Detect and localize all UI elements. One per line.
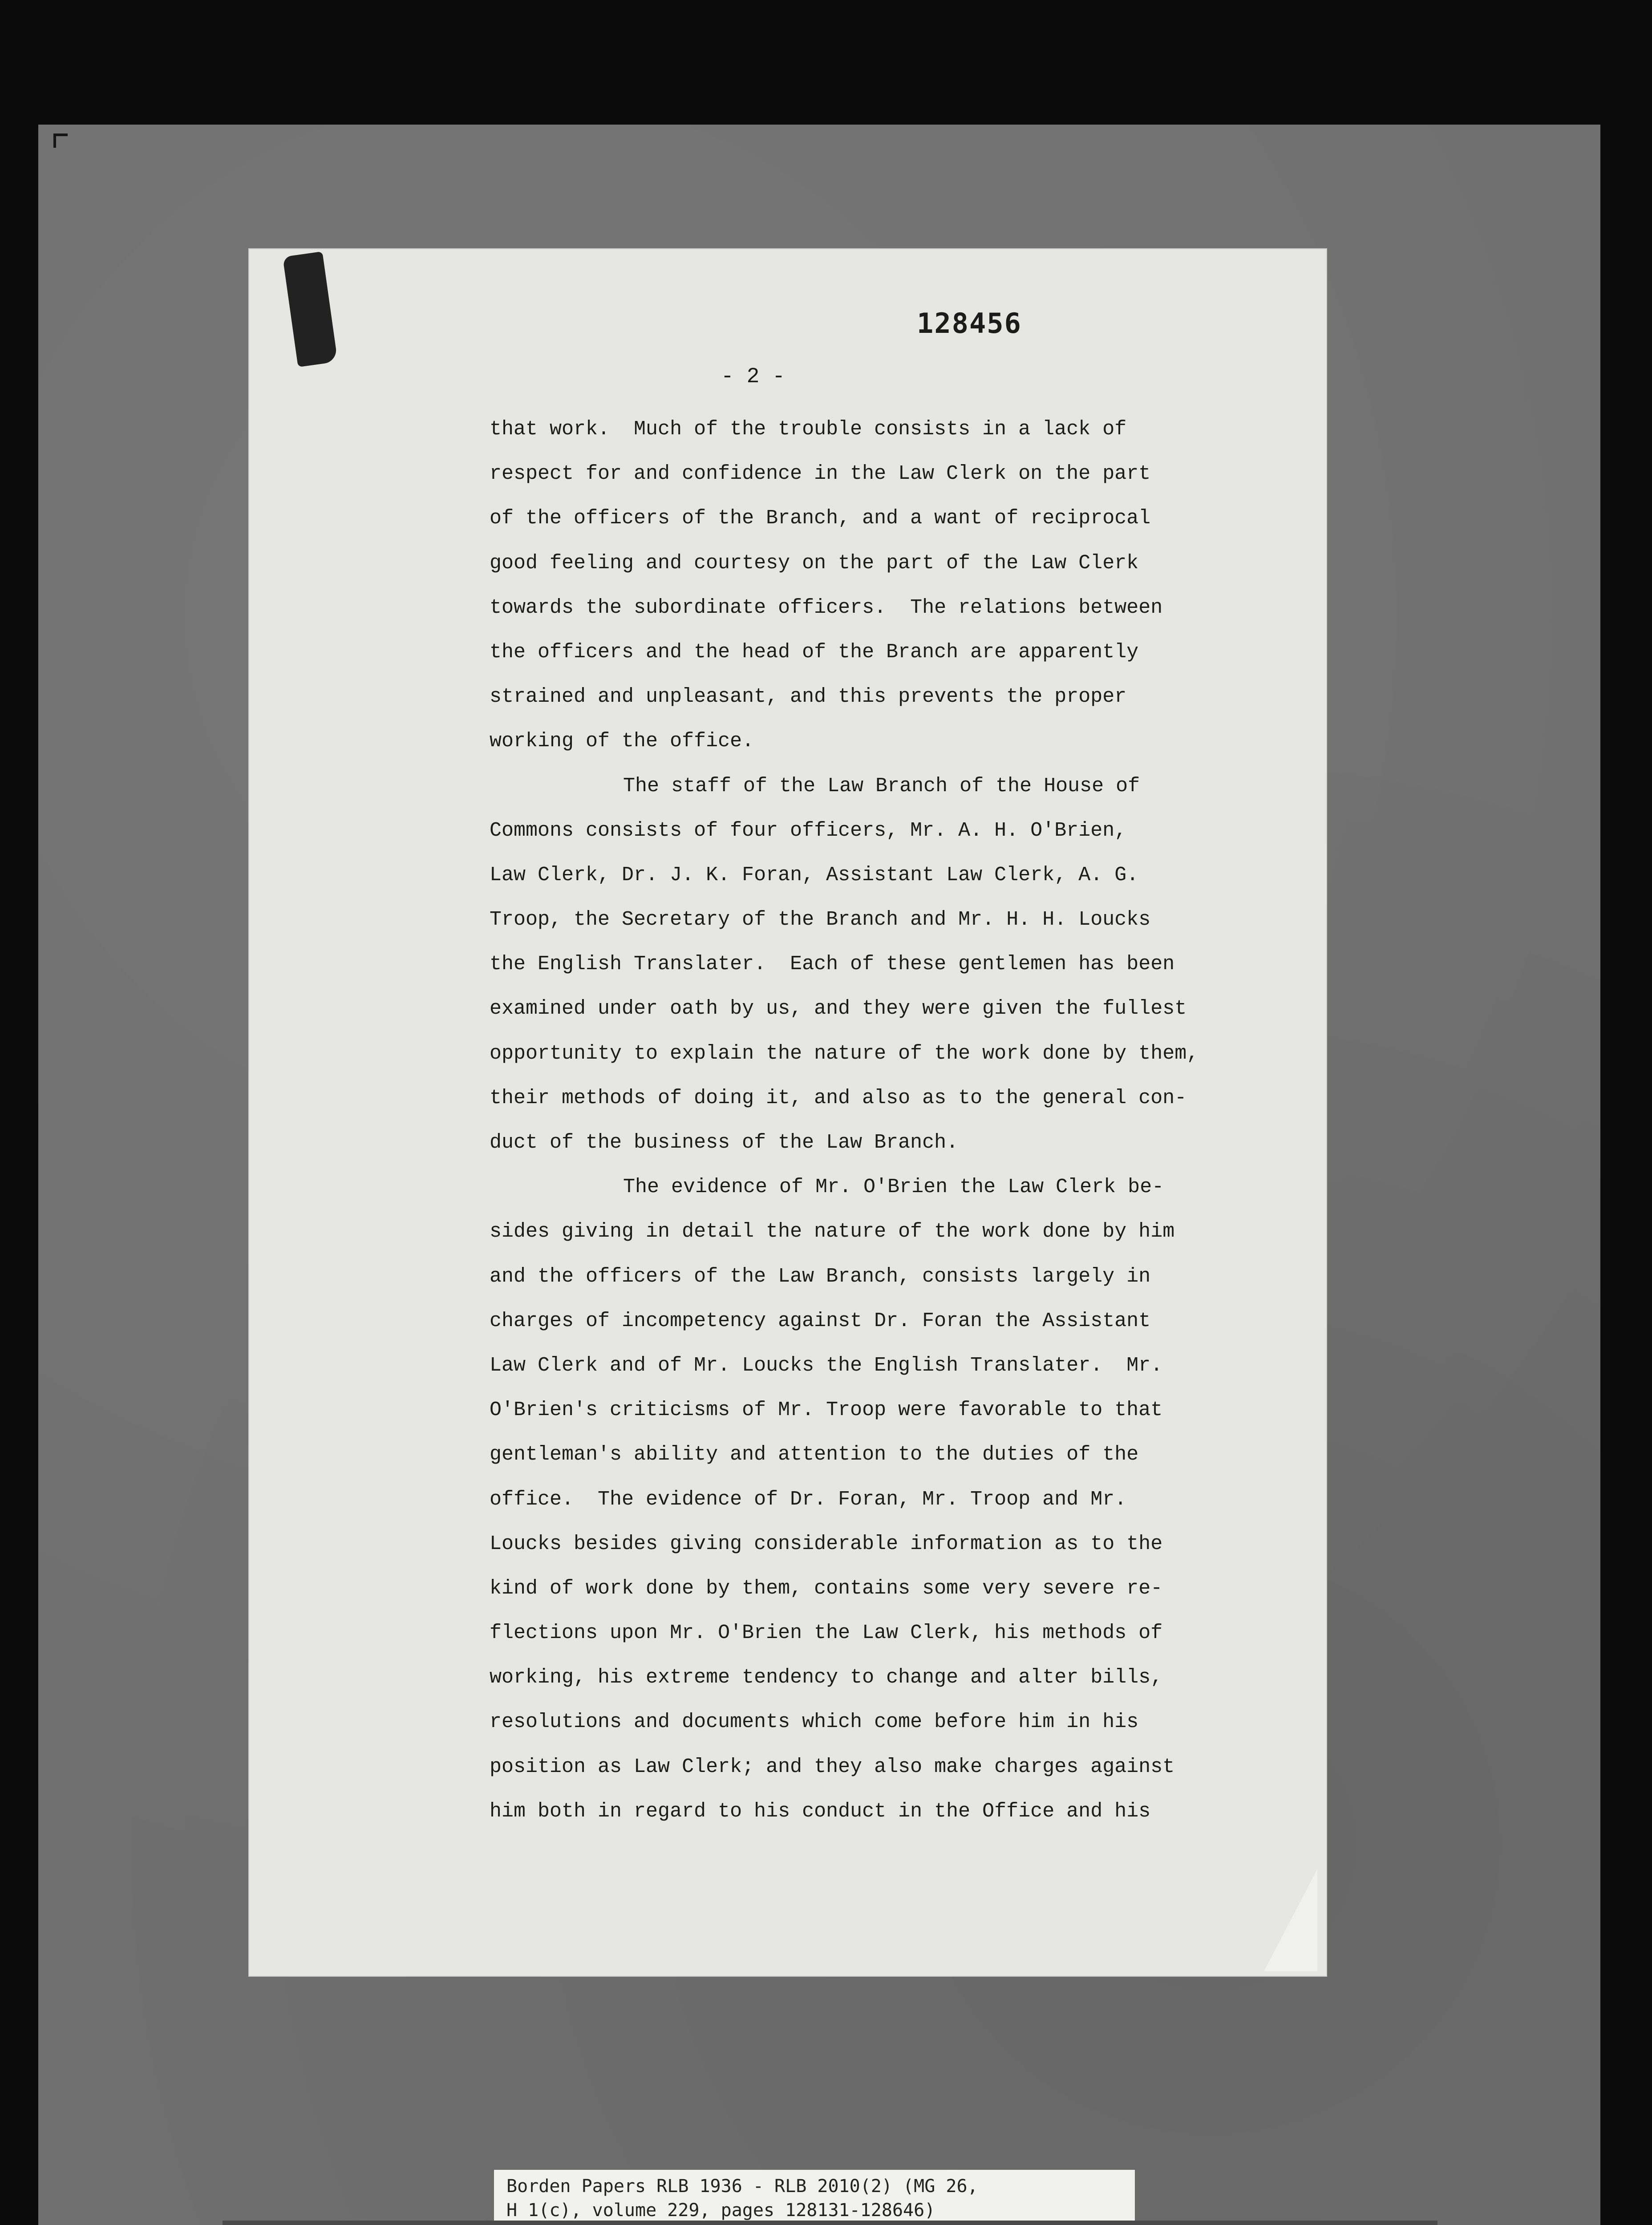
corner-crop-mark (53, 134, 68, 148)
text-line: Loucks besides giving considerable information as to the (490, 1532, 1163, 1555)
paragraph-start-line: The evidence of Mr. O'Brien the Law Clerk be- (623, 1176, 1164, 1199)
text-line: O'Brien's criticisms of Mr. Troop were favorable to that (490, 1399, 1163, 1422)
text-line: charges of incompetency against Dr. Foran the Assistant (490, 1309, 1151, 1332)
text-line: Commons consists of four officers, Mr. A. H. O'Brien, (490, 819, 1127, 842)
text-line: gentleman's ability and attention to the duties of the (490, 1443, 1139, 1466)
text-line: and the officers of the Law Branch, consists largely in (490, 1265, 1151, 1288)
text-line: respect for and confidence in the Law Clerk on the part (490, 462, 1151, 485)
text-line: towards the subordinate officers. The relations between (490, 596, 1163, 619)
text-line: the officers and the head of the Branch are apparently (490, 640, 1139, 663)
text-line: kind of work done by them, contains some very severe re- (490, 1577, 1163, 1600)
text-line: duct of the business of the Law Branch. (490, 1131, 959, 1154)
body-text (490, 407, 1291, 1834)
text-line: their methods of doing it, and also as to the general con- (490, 1086, 1187, 1109)
paragraph-start-line: The staff of the Law Branch of the House of (623, 774, 1140, 797)
text-line: working of the office. (490, 730, 754, 753)
folded-corner (1264, 1869, 1317, 1971)
text-line: examined under oath by us, and they were given the fullest (490, 997, 1187, 1020)
text-line: that work. Much of the trouble consists in a lack of (490, 418, 1127, 441)
text-line: resolutions and documents which come before him in his (490, 1711, 1139, 1734)
text-line: flections upon Mr. O'Brien the Law Clerk, his methods of (490, 1622, 1163, 1645)
text-line: position as Law Clerk; and they also make charges against (490, 1755, 1175, 1778)
text-line: office. The evidence of Dr. Foran, Mr. Troop and Mr. (490, 1488, 1127, 1511)
text-line: the English Translater. Each of these gentlemen has been (490, 953, 1175, 976)
text-line: Law Clerk and of Mr. Loucks the English Translater. Mr. (490, 1354, 1163, 1377)
catalog-line: H 1(c), volume 229, pages 128131-128646) (506, 2200, 935, 2221)
page-number: - 2 - (721, 365, 786, 389)
text-line: working, his extreme tendency to change and alter bills, (490, 1666, 1163, 1689)
text-line: opportunity to explain the nature of the work done by them, (490, 1042, 1199, 1065)
text-line: of the officers of the Branch, and a want of reciprocal (490, 507, 1151, 530)
catalog-line: Borden Papers RLB 1936 - RLB 2010(2) (MG 26, (506, 2176, 978, 2197)
label-frame (223, 2221, 1437, 2225)
text-line: sides giving in detail the nature of the work done by him (490, 1220, 1175, 1243)
typed-page (249, 249, 1326, 1976)
text-line: strained and unpleasant, and this prevents the proper (490, 685, 1127, 708)
catalog-slip (494, 2170, 1135, 2225)
text-line: Law Clerk, Dr. J. K. Foran, Assistant Law Clerk, A. G. (490, 863, 1139, 886)
text-line: good feeling and courtesy on the part of the Law Clerk (490, 551, 1139, 574)
text-line: Troop, the Secretary of the Branch and Mr. H. H. Loucks (490, 908, 1151, 931)
folio-number: 128456 (917, 307, 1022, 340)
text-line: him both in regard to his conduct in the Office and his (490, 1800, 1151, 1823)
